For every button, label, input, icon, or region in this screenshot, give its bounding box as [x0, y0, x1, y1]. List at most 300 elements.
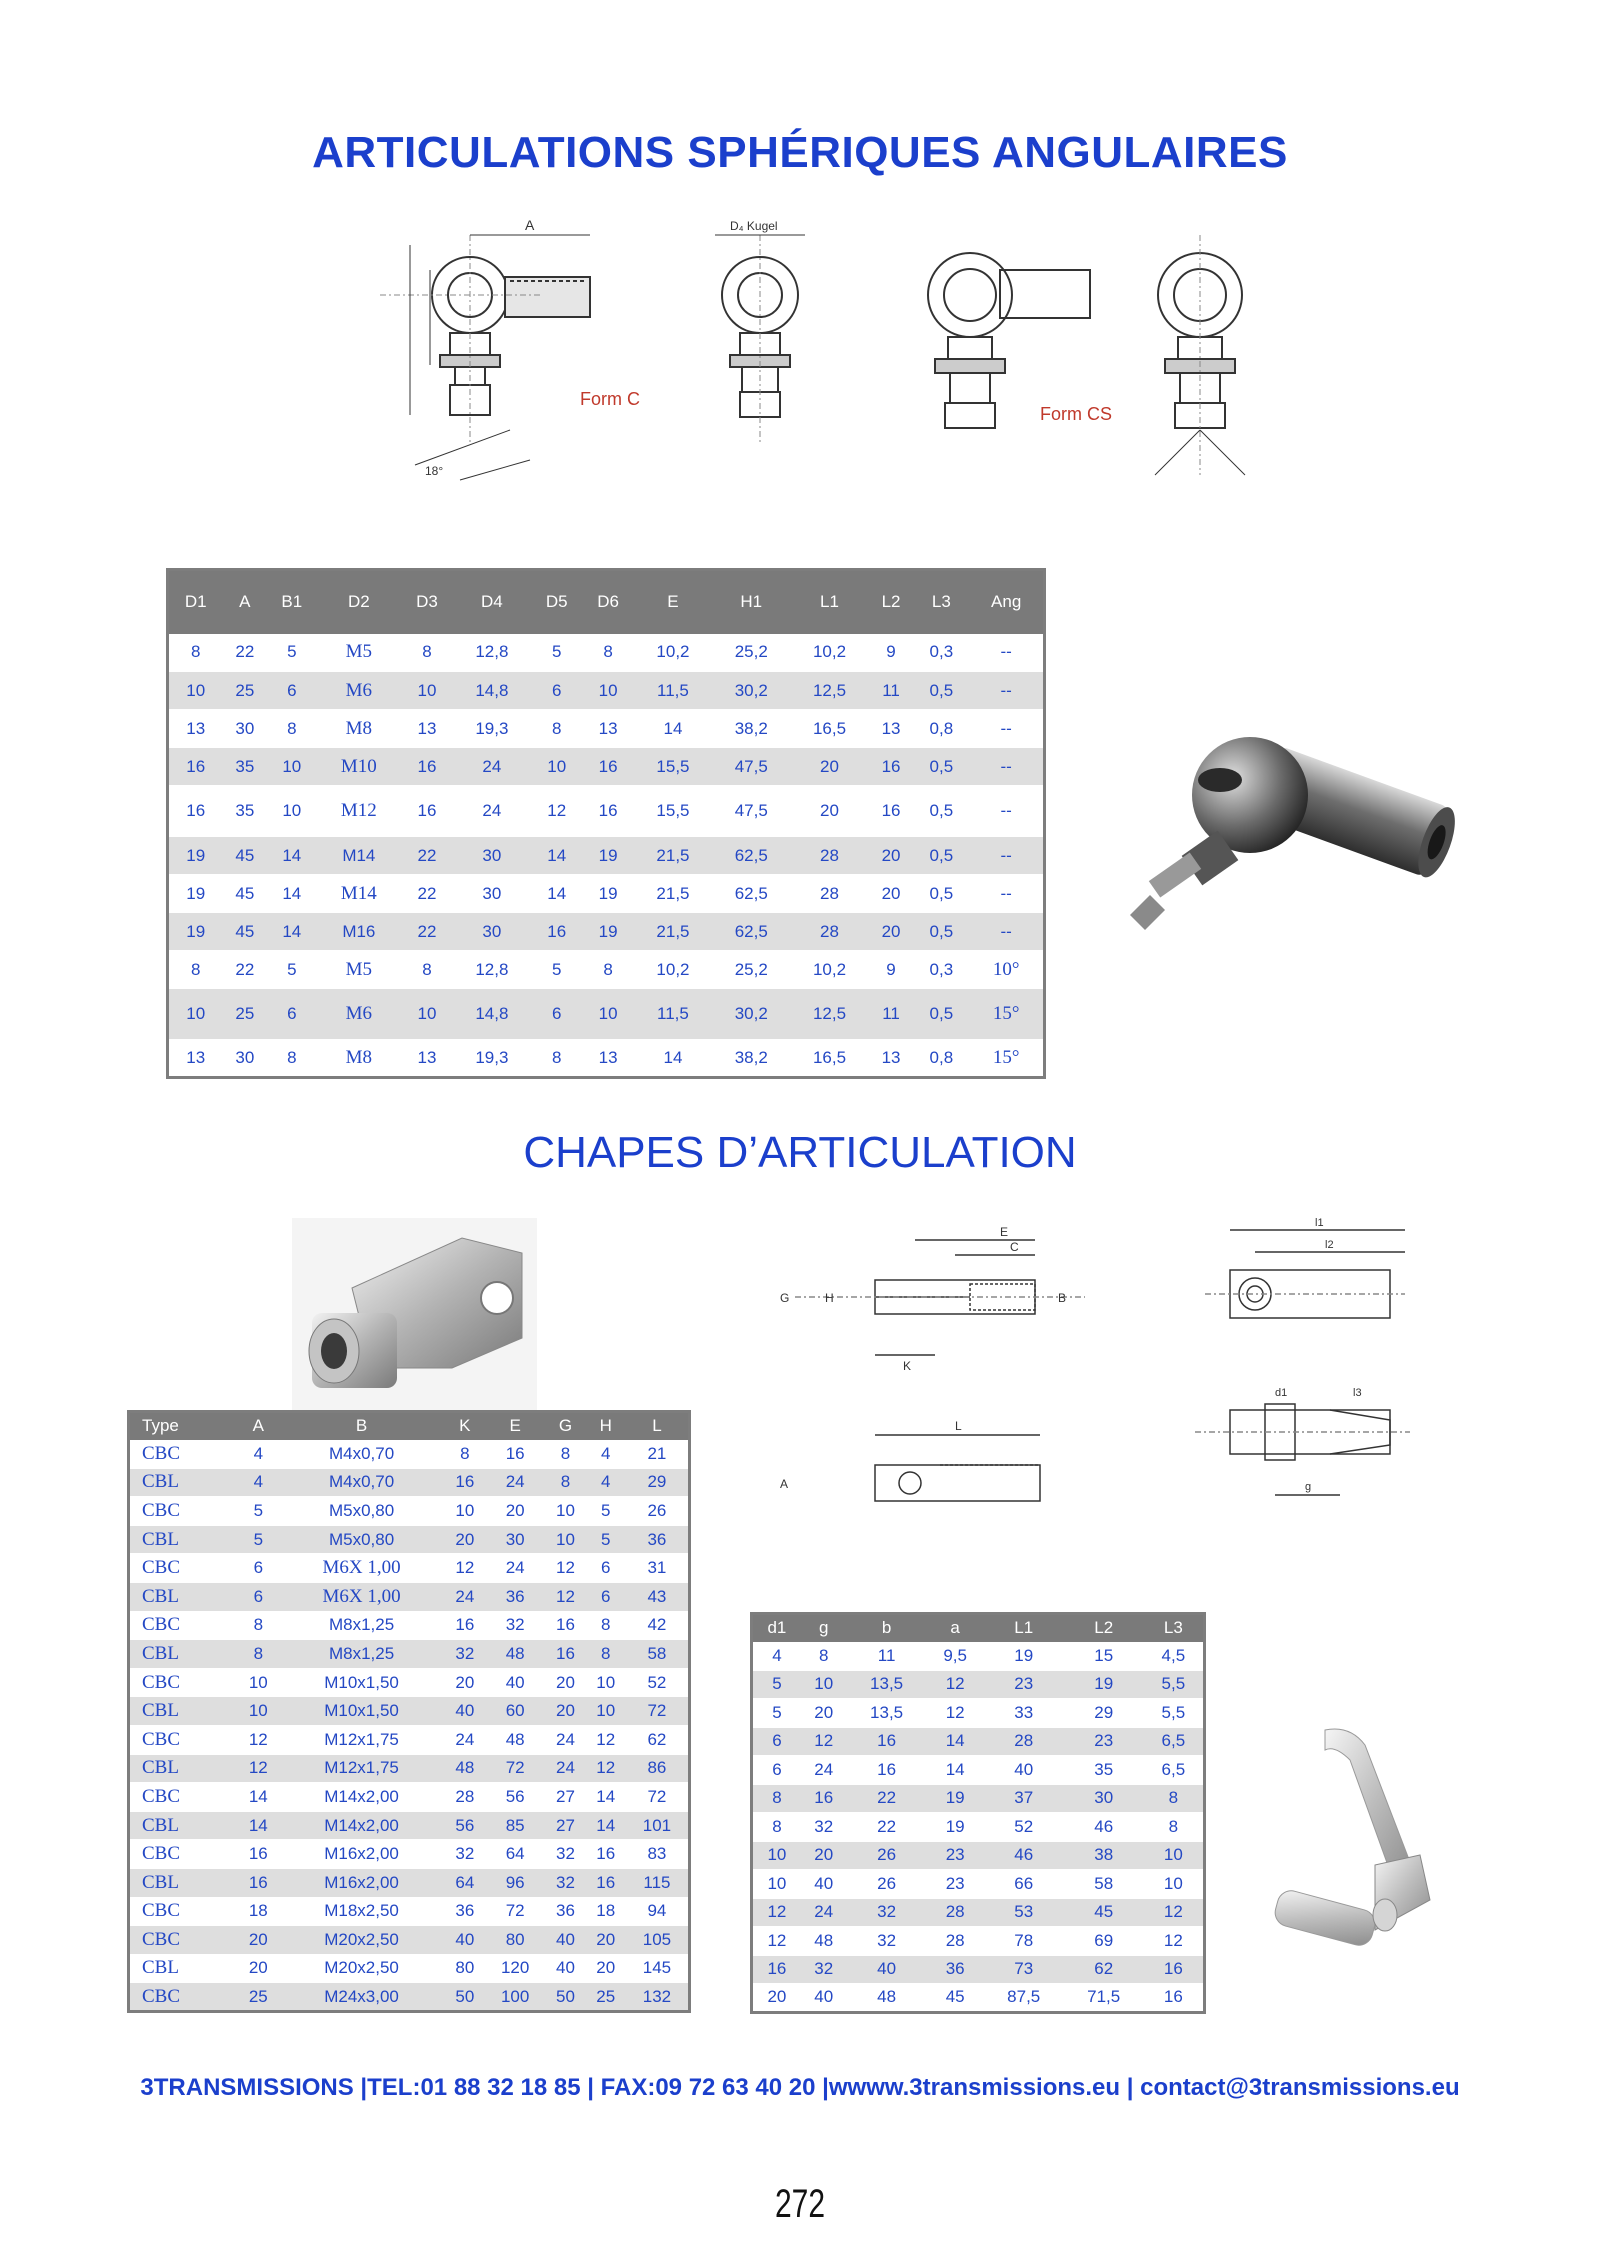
table-cell: 48 — [445, 1754, 485, 1783]
table-cell: 30 — [453, 875, 531, 913]
table-cell: 30,2 — [712, 672, 790, 710]
table-cell: 40 — [445, 1926, 485, 1955]
table-cell: 12 — [545, 1582, 585, 1611]
table-cell: 13 — [582, 1040, 633, 1078]
table-cell: CBC — [129, 1440, 239, 1469]
table-cell: 48 — [801, 1927, 847, 1956]
table-cell: 5 — [752, 1670, 801, 1699]
table-cell: M14 — [316, 875, 401, 913]
table-cell: 22 — [847, 1813, 927, 1842]
table-row — [129, 1497, 690, 1526]
table-cell: 16 — [531, 913, 582, 951]
table-cell: 24 — [453, 786, 531, 837]
clevis-technical-drawing — [775, 1220, 1105, 1550]
table-cell: M4x0,70 — [278, 1440, 444, 1469]
table-cell: 19 — [582, 875, 633, 913]
table-cell: 6 — [752, 1756, 801, 1785]
table-cell: 10 — [752, 1841, 801, 1870]
table-cell: 25 — [222, 672, 267, 710]
table-cell: 32 — [847, 1927, 927, 1956]
table-cell: M14x2,00 — [278, 1811, 444, 1840]
clip-l1-label: l1 — [1315, 1217, 1324, 1229]
table-cell: 24 — [545, 1725, 585, 1754]
table-cell: 18 — [238, 1897, 278, 1926]
table-cell: 12 — [531, 786, 582, 837]
table-row — [168, 951, 1045, 989]
table-cell: 72 — [485, 1754, 545, 1783]
table-cell: 0,5 — [913, 748, 969, 786]
table-cell: 24 — [801, 1756, 847, 1785]
table-cell: 20 — [869, 913, 914, 951]
table-cell: 19 — [1064, 1670, 1144, 1699]
column-header: A — [222, 570, 267, 634]
table-cell: 20 — [869, 837, 914, 875]
clip-spec-table — [750, 1612, 1206, 2014]
table-cell: 33 — [984, 1699, 1064, 1728]
table-cell: 15,5 — [634, 748, 712, 786]
table-cell: 73 — [984, 1955, 1064, 1984]
column-header: H — [586, 1412, 626, 1440]
table-cell: 5 — [752, 1699, 801, 1728]
table-cell: 62 — [1064, 1955, 1144, 1984]
table-cell: 36 — [927, 1955, 984, 1984]
table-cell: M20x2,50 — [278, 1926, 444, 1955]
table-cell: M14 — [316, 837, 401, 875]
column-header: H1 — [712, 570, 790, 634]
table-cell: 16 — [582, 786, 633, 837]
table-cell: 12 — [586, 1725, 626, 1754]
table-row — [129, 1954, 690, 1983]
table-cell: M10 — [316, 748, 401, 786]
table-cell: 22 — [401, 913, 452, 951]
table-row — [168, 875, 1045, 913]
table-cell: 8 — [582, 951, 633, 989]
table-cell: -- — [969, 748, 1044, 786]
table-cell: 8 — [168, 951, 223, 989]
table-cell: CBC — [129, 1783, 239, 1812]
table-cell: 14 — [634, 710, 712, 748]
table-cell: M4x0,70 — [278, 1468, 444, 1497]
table-cell: 94 — [626, 1897, 690, 1926]
table-cell: 4,5 — [1144, 1642, 1205, 1671]
table-cell: 48 — [847, 1984, 927, 2013]
table-cell: 38 — [1064, 1841, 1144, 1870]
table-cell: CBC — [129, 1926, 239, 1955]
table-header-row — [168, 570, 1045, 634]
table-cell: M5 — [316, 951, 401, 989]
form-cs-label: Form CS — [1040, 404, 1112, 424]
table-cell: 6,5 — [1144, 1756, 1205, 1785]
table-cell: M12 — [316, 786, 401, 837]
table-cell: 80 — [485, 1926, 545, 1955]
table-row — [129, 1926, 690, 1955]
table-cell: 12 — [1144, 1927, 1205, 1956]
table-cell: 20 — [801, 1699, 847, 1728]
table-cell: 16 — [847, 1727, 927, 1756]
clip-l3-label: l3 — [1353, 1387, 1362, 1399]
table-cell: 24 — [445, 1582, 485, 1611]
table-cell: 12 — [586, 1754, 626, 1783]
table-cell: 0,8 — [913, 710, 969, 748]
table-row — [752, 1841, 1205, 1870]
table-cell: 5 — [238, 1525, 278, 1554]
table-row — [129, 1840, 690, 1869]
table-cell: 45 — [1064, 1898, 1144, 1927]
table-cell: 8 — [445, 1440, 485, 1469]
table-row — [752, 1927, 1205, 1956]
column-header: D1 — [168, 570, 223, 634]
table-cell: 8 — [238, 1640, 278, 1669]
table-cell: 21,5 — [634, 913, 712, 951]
chape-h-label: H — [825, 1291, 834, 1305]
table-row — [168, 837, 1045, 875]
table-cell: 16 — [869, 786, 914, 837]
column-header: D3 — [401, 570, 452, 634]
table-header-row — [752, 1614, 1205, 1642]
table-cell: 19,3 — [453, 710, 531, 748]
table-cell: 45 — [927, 1984, 984, 2013]
dim-d4-label: D₄ Kugel — [730, 219, 778, 233]
column-header: g — [801, 1614, 847, 1642]
table-cell: 10 — [267, 748, 316, 786]
table-row — [129, 1897, 690, 1926]
table-cell: 40 — [545, 1954, 585, 1983]
table-cell: CBL — [129, 1754, 239, 1783]
table-cell: 24 — [453, 748, 531, 786]
table-row — [752, 1756, 1205, 1785]
table-cell: 15,5 — [634, 786, 712, 837]
column-header: b — [847, 1614, 927, 1642]
table-cell: 14 — [267, 913, 316, 951]
table-cell: 29 — [626, 1468, 690, 1497]
table-cell: 38,2 — [712, 1040, 790, 1078]
table-cell: 8 — [168, 634, 223, 672]
table-cell: 0,5 — [913, 837, 969, 875]
table-cell: 72 — [485, 1897, 545, 1926]
clip-g-label: g — [1305, 1481, 1312, 1493]
table-cell: 14 — [531, 837, 582, 875]
table-cell: 4 — [752, 1642, 801, 1671]
table-cell: 23 — [927, 1841, 984, 1870]
table-cell: 35 — [1064, 1756, 1144, 1785]
table-cell: 19 — [168, 875, 223, 913]
table-cell: 16 — [586, 1868, 626, 1897]
table-cell: 16 — [1144, 1955, 1205, 1984]
table-cell: 16 — [401, 748, 452, 786]
table-cell: 46 — [1064, 1813, 1144, 1842]
table-cell: 12 — [238, 1754, 278, 1783]
table-cell: 53 — [984, 1898, 1064, 1927]
table-cell: 19 — [927, 1813, 984, 1842]
table-cell: 36 — [485, 1582, 545, 1611]
table-cell: 16 — [869, 748, 914, 786]
table-cell: 19 — [582, 837, 633, 875]
page-number: 272 — [774, 2182, 826, 2226]
table-row — [129, 1440, 690, 1469]
ball-joint-photo — [1110, 700, 1470, 940]
table-cell: 16 — [238, 1840, 278, 1869]
table-cell: 13,5 — [847, 1699, 927, 1728]
table-cell: 62,5 — [712, 837, 790, 875]
table-cell: 14 — [586, 1783, 626, 1812]
table-cell: 10 — [168, 672, 223, 710]
clevis-spec-table — [127, 1410, 691, 2013]
table-cell: 66 — [984, 1870, 1064, 1899]
table-cell: 52 — [626, 1668, 690, 1697]
table-cell: 32 — [445, 1640, 485, 1669]
table-cell: 85 — [485, 1811, 545, 1840]
table-cell: 40 — [545, 1926, 585, 1955]
column-header: E — [634, 570, 712, 634]
table-row — [752, 1813, 1205, 1842]
table-cell: 0,5 — [913, 989, 969, 1040]
table-cell: M24x3,00 — [278, 1983, 444, 2012]
table-cell: 86 — [626, 1754, 690, 1783]
table-cell: 32 — [801, 1955, 847, 1984]
table-cell: CBC — [129, 1668, 239, 1697]
table-cell: 58 — [626, 1640, 690, 1669]
table-cell: 36 — [445, 1897, 485, 1926]
table-cell: 40 — [485, 1668, 545, 1697]
table-cell: CBL — [129, 1582, 239, 1611]
table-cell: 132 — [626, 1983, 690, 2012]
table-cell: 10 — [586, 1668, 626, 1697]
table-cell: 19 — [168, 837, 223, 875]
table-cell: 10,2 — [634, 634, 712, 672]
table-row — [752, 1898, 1205, 1927]
table-cell: 20 — [545, 1697, 585, 1726]
table-cell: -- — [969, 913, 1044, 951]
column-header: L — [626, 1412, 690, 1440]
table-cell: 145 — [626, 1954, 690, 1983]
table-cell: 32 — [847, 1898, 927, 1927]
table-cell: 16 — [168, 748, 223, 786]
table-cell: 16,5 — [790, 1040, 868, 1078]
column-header: L2 — [1064, 1614, 1144, 1642]
table-cell: 48 — [485, 1725, 545, 1754]
table-cell: 36 — [545, 1897, 585, 1926]
table-cell: 32 — [445, 1840, 485, 1869]
table-cell: 5 — [586, 1525, 626, 1554]
table-cell: 8 — [267, 1040, 316, 1078]
column-header: L2 — [869, 570, 914, 634]
table-cell: 10 — [401, 989, 452, 1040]
table-cell: 13 — [168, 1040, 223, 1078]
table-row — [129, 1754, 690, 1783]
table-cell: 10 — [582, 989, 633, 1040]
table-cell: 28 — [984, 1727, 1064, 1756]
table-cell: 11 — [869, 989, 914, 1040]
table-cell: 10 — [582, 672, 633, 710]
table-cell: 14 — [267, 875, 316, 913]
table-cell: 13 — [582, 710, 633, 748]
table-cell: 10,2 — [790, 634, 868, 672]
table-cell: 16 — [445, 1468, 485, 1497]
table-cell: 27 — [545, 1811, 585, 1840]
table-cell: 10° — [969, 951, 1044, 989]
table-cell: 0,5 — [913, 672, 969, 710]
table-cell: 15 — [1064, 1642, 1144, 1671]
table-cell: 43 — [626, 1582, 690, 1611]
clip-technical-drawing — [1175, 1210, 1425, 1570]
table-cell: M20x2,50 — [278, 1954, 444, 1983]
table-cell: 13 — [869, 1040, 914, 1078]
table-cell: 101 — [626, 1811, 690, 1840]
column-header: E — [485, 1412, 545, 1440]
table-cell: 16 — [445, 1611, 485, 1640]
table-cell: 15° — [969, 989, 1044, 1040]
table-cell: 16 — [401, 786, 452, 837]
table-cell: 26 — [626, 1497, 690, 1526]
table-cell: 32 — [545, 1868, 585, 1897]
table-cell: 6 — [531, 989, 582, 1040]
table-cell: 24 — [485, 1554, 545, 1583]
table-cell: M18x2,50 — [278, 1897, 444, 1926]
table-cell: 6 — [752, 1727, 801, 1756]
table-cell: 0,5 — [913, 786, 969, 837]
table-cell: CBC — [129, 1497, 239, 1526]
table-cell: 12,8 — [453, 951, 531, 989]
table-cell: 40 — [984, 1756, 1064, 1785]
table-cell: 6 — [267, 672, 316, 710]
table-cell: 14 — [531, 875, 582, 913]
table-cell: 20 — [801, 1841, 847, 1870]
table-row — [168, 786, 1045, 837]
table-cell: 26 — [847, 1870, 927, 1899]
table-cell: 30 — [485, 1525, 545, 1554]
table-cell: 28 — [445, 1783, 485, 1812]
table-cell: 20 — [445, 1525, 485, 1554]
table-cell: 40 — [445, 1697, 485, 1726]
table-cell: 11 — [847, 1642, 927, 1671]
table-cell: 14 — [927, 1756, 984, 1785]
table-cell: 19,3 — [453, 1040, 531, 1078]
table-cell: 16 — [238, 1868, 278, 1897]
table-cell: 0,5 — [913, 875, 969, 913]
table-cell: 56 — [445, 1811, 485, 1840]
table-row — [129, 1525, 690, 1554]
table-cell: 0,3 — [913, 634, 969, 672]
table-cell: 25 — [222, 989, 267, 1040]
table-row — [168, 710, 1045, 748]
table-cell: 15° — [969, 1040, 1044, 1078]
column-header: L3 — [1144, 1614, 1205, 1642]
table-cell: 10 — [545, 1497, 585, 1526]
table-cell: 10 — [445, 1497, 485, 1526]
table-cell: 8 — [531, 1040, 582, 1078]
table-cell: 0,8 — [913, 1040, 969, 1078]
column-header: D6 — [582, 570, 633, 634]
table-cell: 25 — [238, 1983, 278, 2012]
table-cell: 13,5 — [847, 1670, 927, 1699]
table-cell: M12x1,75 — [278, 1725, 444, 1754]
table-cell: 5 — [586, 1497, 626, 1526]
table-cell: 5,5 — [1144, 1699, 1205, 1728]
table-row — [129, 1468, 690, 1497]
table-cell: -- — [969, 837, 1044, 875]
table-cell: 6,5 — [1144, 1727, 1205, 1756]
table-cell: CBL — [129, 1868, 239, 1897]
table-cell: 30 — [222, 710, 267, 748]
table-cell: 23 — [1064, 1727, 1144, 1756]
page-title: ARTICULATIONS SPHÉRIQUES ANGULAIRES — [312, 128, 1288, 177]
table-cell: 19 — [927, 1784, 984, 1813]
table-cell: 5 — [238, 1497, 278, 1526]
table-cell: 23 — [927, 1870, 984, 1899]
table-cell: 22 — [401, 875, 452, 913]
table-cell: 10 — [168, 989, 223, 1040]
table-row — [752, 1955, 1205, 1984]
table-cell: 8 — [582, 634, 633, 672]
chape-k-label: K — [903, 1359, 912, 1373]
table-cell: 16 — [545, 1611, 585, 1640]
table-cell: M12x1,75 — [278, 1754, 444, 1783]
table-cell: 42 — [626, 1611, 690, 1640]
table-cell: 8 — [801, 1642, 847, 1671]
column-header: B — [278, 1412, 444, 1440]
table-cell: 14 — [927, 1727, 984, 1756]
table-cell: CBL — [129, 1811, 239, 1840]
table-cell: 12 — [545, 1554, 585, 1583]
table-cell: 25,2 — [712, 634, 790, 672]
table-cell: 21,5 — [634, 837, 712, 875]
table-cell: 9 — [869, 634, 914, 672]
table-cell: 12 — [1144, 1898, 1205, 1927]
table-cell: CBL — [129, 1525, 239, 1554]
table-cell: 47,5 — [712, 786, 790, 837]
table-cell: 8 — [531, 710, 582, 748]
table-cell: 30 — [1064, 1784, 1144, 1813]
table-cell: 4 — [586, 1440, 626, 1469]
table-cell: 24 — [545, 1754, 585, 1783]
table-cell: 62 — [626, 1725, 690, 1754]
table-cell: 28 — [927, 1927, 984, 1956]
table-cell: 22 — [847, 1784, 927, 1813]
table-row — [129, 1640, 690, 1669]
table-cell: CBC — [129, 1611, 239, 1640]
column-header: L3 — [913, 570, 969, 634]
table-cell: 22 — [222, 951, 267, 989]
table-cell: 30 — [222, 1040, 267, 1078]
table-cell: 28 — [790, 875, 868, 913]
column-header: D4 — [453, 570, 531, 634]
table-cell: 22 — [222, 634, 267, 672]
column-header: K — [445, 1412, 485, 1440]
table-cell: 30 — [453, 837, 531, 875]
table-cell: 58 — [1064, 1870, 1144, 1899]
table-cell: M8 — [316, 710, 401, 748]
table-cell: 64 — [485, 1840, 545, 1869]
table-cell: 6 — [531, 672, 582, 710]
table-cell: 46 — [984, 1841, 1064, 1870]
table-cell: 5 — [267, 634, 316, 672]
table-row — [752, 1870, 1205, 1899]
table-cell: 12,5 — [790, 989, 868, 1040]
table-cell: 64 — [445, 1868, 485, 1897]
table-cell: 52 — [984, 1813, 1064, 1842]
table-cell: 80 — [445, 1954, 485, 1983]
table-cell: 19 — [984, 1642, 1064, 1671]
table-cell: 12 — [752, 1927, 801, 1956]
table-cell: 47,5 — [712, 748, 790, 786]
table-cell: 50 — [445, 1983, 485, 2012]
table-cell: 10 — [1144, 1841, 1205, 1870]
chape-a-label: A — [780, 1477, 789, 1491]
table-cell: 32 — [545, 1840, 585, 1869]
table-cell: 69 — [1064, 1927, 1144, 1956]
table-cell: CBL — [129, 1954, 239, 1983]
table-cell: 10 — [801, 1670, 847, 1699]
